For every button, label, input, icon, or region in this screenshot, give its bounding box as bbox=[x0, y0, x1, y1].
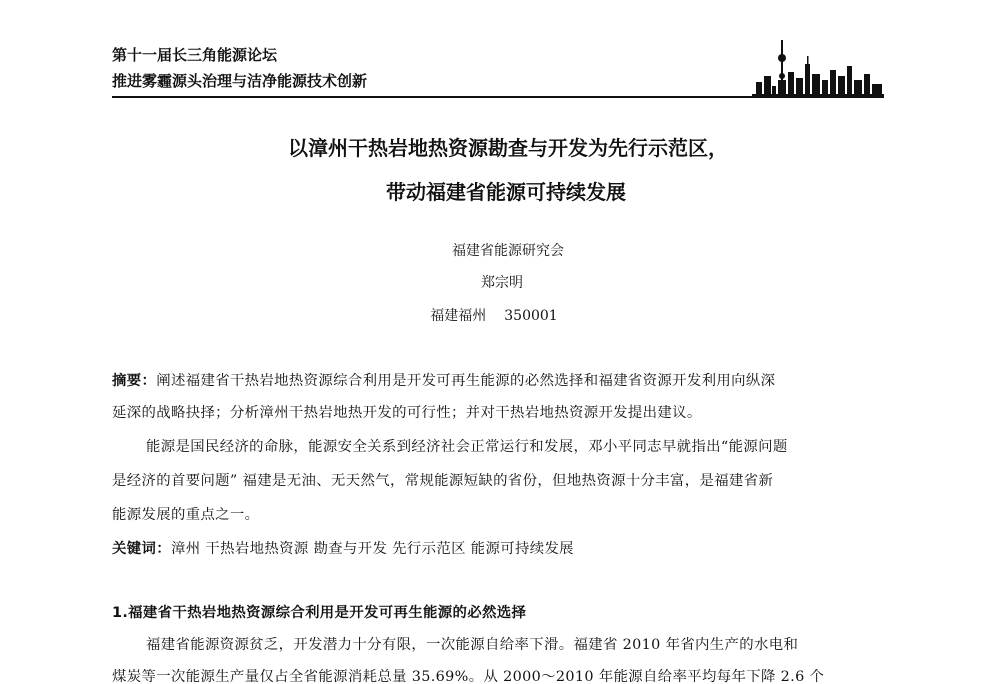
author-address bbox=[0, 307, 994, 325]
paper-title-line2: 带动福建省能源可持续发展 bbox=[386, 180, 626, 204]
city-skyline-icon bbox=[752, 36, 884, 98]
section-1-line2: 煤炭等一次能源生产量仅占全省能源消耗总量 35.69%。从 2000～2010 年能源自给率平均每年下降 2.6 个 bbox=[112, 669, 825, 684]
abstract-para2-line3: 能源发展的重点之一。 bbox=[112, 507, 260, 523]
header-divider bbox=[112, 96, 884, 98]
author-name: 郑宗明 bbox=[481, 275, 523, 291]
abstract-line1 bbox=[112, 372, 888, 390]
section-1-line1: 福建省能源资源贫乏，开发潜力十分有限，一次能源自给率下滑。福建省 2010 年省内生产的水电和 bbox=[146, 637, 799, 653]
section-1-heading: 1.福建省干热岩地热资源综合利用是开发可再生能源的必然选择 bbox=[112, 605, 527, 621]
keywords-label: 关键词： bbox=[112, 541, 171, 557]
abstract-line2: 延深的战略抉择；分析漳州干热岩地热开发的可行性；并对干热岩地热资源开发提出建议。 bbox=[112, 405, 702, 421]
keywords-text: 漳州 干热岩地热资源 勘查与开发 先行示范区 能源可持续发展 bbox=[170, 541, 574, 557]
abstract-label: 摘要： bbox=[112, 373, 157, 389]
abstract-text-1: 阐述福建省干热岩地热资源综合利用是开发可再生能源的必然选择和福建省资源开发利用向纵深 bbox=[156, 373, 776, 389]
author-location: 福建福州 bbox=[430, 308, 487, 324]
author-postcode: 350001 bbox=[504, 308, 558, 324]
paper-title-line1: 以漳州干热岩地热资源勘查与开发为先行示范区， bbox=[288, 136, 728, 160]
author-organization: 福建省能源研究会 bbox=[452, 243, 564, 259]
header-forum-theme: 推进雾霾源头治理与洁净能源技术创新 bbox=[112, 72, 368, 90]
abstract-para2-line2: 是经济的首要问题” 福建是无油、无天然气，常规能源短缺的省份，但地热资源十分丰富，是福建省新 bbox=[112, 473, 774, 489]
keywords-line bbox=[112, 540, 888, 558]
header-forum-name: 第十一届长三角能源论坛 bbox=[112, 46, 278, 64]
abstract-para2-line1: 能源是国民经济的命脉，能源安全关系到经济社会正常运行和发展，邓小平同志早就指出“能源问题 bbox=[146, 439, 788, 455]
